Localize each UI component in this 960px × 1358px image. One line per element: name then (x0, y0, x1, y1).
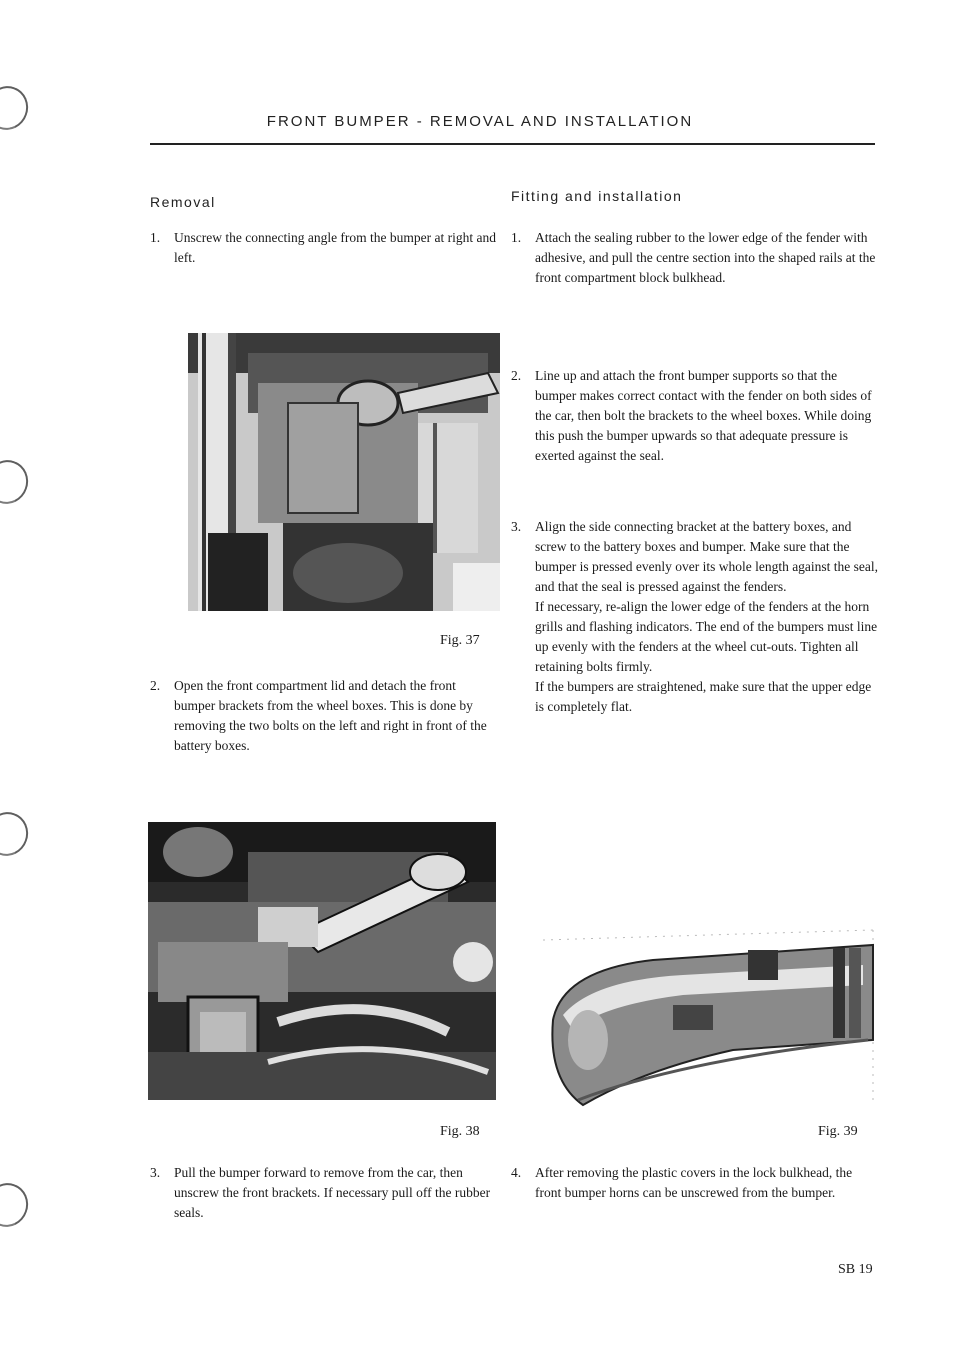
punch-hole (0, 1177, 34, 1233)
fitting-step-2 (511, 366, 881, 466)
step-number: 1. (150, 230, 161, 245)
step-number: 4. (511, 1165, 522, 1180)
figure-39-caption: Fig. 39 (818, 1124, 858, 1139)
step-text: Open the front compartment lid and detach the front bumper brackets from the wheel boxes. This is done by removing the two bolts on the left and right in front of the battery boxes. (174, 678, 487, 753)
removal-step-1 (150, 228, 500, 268)
page-number: SB 19 (838, 1262, 873, 1277)
step-text: Attach the sealing rubber to the lower edge of the fender with adhesive, and pull the centre section into the shaped rails at the front compartment block bulkhead. (535, 230, 876, 285)
figure-37-photo (188, 333, 500, 611)
step-text: Line up and attach the front bumper supports so that the bumper makes correct contact with the fender on both sides of the car, then bolt the brackets to the wheel boxes. While doing this push the bumper upwards so that adequate pressure is exerted against the seal. (535, 368, 872, 463)
fitting-step-4 (511, 1163, 881, 1203)
figure-39-photo (533, 920, 879, 1110)
step-text: If the bumpers are straightened, make sure that the upper edge is completely flat. (535, 679, 872, 714)
step-number: 2. (150, 678, 161, 693)
punch-hole (0, 806, 34, 862)
step-text: Align the side connecting bracket at the battery boxes, and screw to the battery boxes and bumper. Make sure that the bumper is pressed evenly over its whole length against the seal, and that the seal is pressed against the fenders. (535, 519, 879, 594)
punch-hole (0, 454, 34, 510)
page-title: FRONT BUMPER - REMOVAL AND INSTALLATION (266, 113, 694, 130)
step-text: Unscrew the connecting angle from the bumper at right and left. (174, 230, 497, 265)
step-number: 2. (511, 368, 522, 383)
removal-heading: Removal (150, 194, 216, 210)
header-rule (150, 143, 875, 145)
step-number: 3. (511, 519, 522, 534)
fitting-step-1 (511, 228, 881, 288)
step-number: 3. (150, 1165, 161, 1180)
removal-step-2 (150, 676, 500, 756)
step-text: If necessary, re-align the lower edge of the fenders at the horn grills and flashing indicators. The end of the bumpers must line up evenly with the fenders at the wheel cut-outs. Tighten all retaining bolts firmly. (535, 599, 878, 674)
step-text: After removing the plastic covers in the lock bulkhead, the front bumper horns can be unscrewed from the bumper. (535, 1165, 853, 1200)
figure-38-caption: Fig. 38 (440, 1124, 480, 1139)
figure-37-caption: Fig. 37 (440, 633, 480, 648)
step-number: 1. (511, 230, 522, 245)
fitting-heading: Fitting and installation (511, 188, 683, 204)
figure-38-photo (148, 822, 496, 1100)
removal-step-3 (150, 1163, 500, 1223)
step-text: Pull the bumper forward to remove from the car, then unscrew the front brackets. If necessary pull off the rubber seals. (174, 1165, 491, 1220)
fitting-step-3 (511, 517, 881, 717)
